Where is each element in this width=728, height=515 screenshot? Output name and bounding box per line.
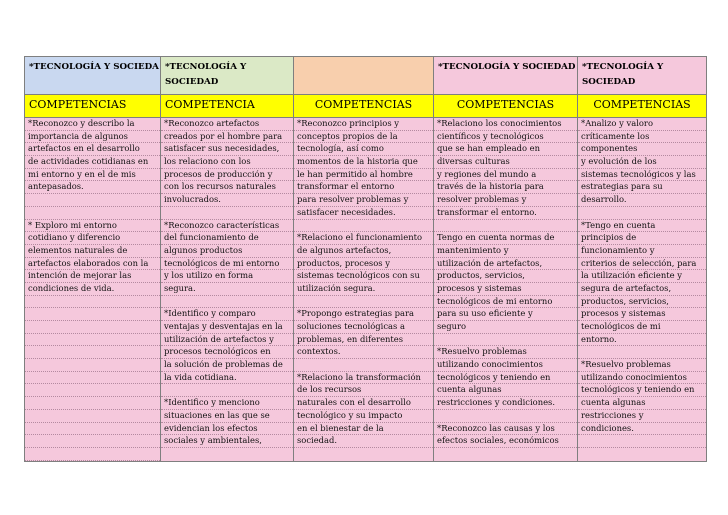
text-line: segura de artefactos, [578,283,706,296]
text-line: *Resuelvo problemas [578,359,706,372]
competencias-cell-2: COMPETENCIA [161,95,294,118]
text-line: *Resuelvo problemas [434,346,577,359]
text-line: tecnológicos de mi entorno [434,296,577,309]
text-line: tecnológicos de mi [578,321,706,334]
header-cell-5: *TECNOLOGÍA Y SOCIEDAD [578,57,707,95]
text-line: ventajas y desventajas en la [161,321,293,334]
text-line [25,410,160,423]
text-line: segura. [161,283,293,296]
content-cell-2 [161,118,294,462]
text-line: procesos y sistemas [578,308,706,321]
text-line: principios de [578,232,706,245]
text-line: mantenimiento y [434,245,577,258]
text-line [25,346,160,359]
text-line: productos, servicios, [578,296,706,309]
text-line: entorno. [578,334,706,347]
text-line: científicos y tecnológicos [434,131,577,144]
content-cell-5 [578,118,707,462]
text-line [25,384,160,397]
text-line [25,207,160,220]
content-cell-1 [25,118,161,462]
text-line: *Identifico y menciono [161,397,293,410]
text-line: momentos de la historia que [294,156,433,169]
text-line: utilización de artefactos y [161,334,293,347]
text-line: y evolución de los [578,156,706,169]
text-line: algunos productos [161,245,293,258]
text-line: de los recursos [294,384,433,397]
text-line: de algunos artefactos, [294,245,433,258]
text-line: tecnológicos y teniendo en [434,372,577,385]
text-line: *Reconozco y describo la [25,118,160,131]
text-line [578,207,706,220]
text-line: mi entorno y en el de mis [25,169,160,182]
text-line: problemas, en diferentes [294,334,433,347]
text-line: satisfacer sus necesidades, [161,143,293,156]
text-line: conceptos propios de la [294,131,433,144]
text-line [25,448,160,461]
text-line [25,372,160,385]
competencias-cell-4: COMPETENCIAS [434,95,578,118]
text-line: intención de mejorar las [25,270,160,283]
text-line: utilización de artefactos, [434,258,577,271]
text-line [294,220,433,233]
text-line: *Relaciono los conocimientos [434,118,577,131]
competencias-row [25,95,707,118]
text-line [25,296,160,309]
competencias-cell-3: COMPETENCIAS [294,95,434,118]
text-line: procesos tecnológicos en [161,346,293,359]
text-line: condiciones de vida. [25,283,160,296]
text-line: la utilización eficiente y [578,270,706,283]
text-line: estrategias para su [578,181,706,194]
text-line: *Relaciono el funcionamiento [294,232,433,245]
text-line [161,207,293,220]
text-line: para su uso eficiente y [434,308,577,321]
text-line [25,435,160,448]
text-line: tecnológico y su impacto [294,410,433,423]
text-line [578,346,706,359]
text-line: la vida cotidiana. [161,372,293,385]
text-line: transformar el entorno. [434,207,577,220]
content-cell-3 [294,118,434,462]
text-line [434,410,577,423]
competencies-table [24,56,707,462]
text-line: * Exploro mi entorno [25,220,160,233]
text-line: Tengo en cuenta normas de [434,232,577,245]
text-line: con los recursos naturales [161,181,293,194]
text-line [161,384,293,397]
text-line: los relaciono con los [161,156,293,169]
text-line: en el bienestar de la [294,423,433,436]
text-line: sociedad. [294,435,433,448]
text-line: que se han empleado en [434,143,577,156]
text-line [25,308,160,321]
text-line: funcionamiento y [578,245,706,258]
text-line: involucrados. [161,194,293,207]
text-line: utilizando conocimientos [434,359,577,372]
competencias-cell-5: COMPETENCIAS [578,95,707,118]
text-line: le han permitido al hombre [294,169,433,182]
text-line: criterios de selección, para [578,258,706,271]
text-line: para resolver problemas y [294,194,433,207]
header-row [25,57,707,95]
text-line: y los utilizo en forma [161,270,293,283]
text-line [434,220,577,233]
text-line: *Reconozco principios y [294,118,433,131]
text-line: cotidiano y diferencio [25,232,160,245]
text-line: procesos de producción y [161,169,293,182]
text-line: efectos sociales, económicos [434,435,577,448]
text-line: resolver problemas y [434,194,577,207]
text-line: de actividades cotidianas en [25,156,160,169]
content-cell-4 [434,118,578,462]
text-line: condiciones. [578,423,706,436]
text-line: sistemas tecnológicos y las [578,169,706,182]
text-line: *Identifico y comparo [161,308,293,321]
text-line: evidencian los efectos [161,423,293,436]
text-line: elementos naturales de [25,245,160,258]
text-line: utilizando conocimientos [578,372,706,385]
text-line [25,397,160,410]
text-line [25,321,160,334]
text-line: componentes [578,143,706,156]
text-line: *Tengo en cuenta [578,220,706,233]
text-line: restricciones y [578,410,706,423]
text-line: *Reconozco las causas y los [434,423,577,436]
competencias-cell-1: COMPETENCIAS [25,95,161,118]
text-line: *Analizo y valoro [578,118,706,131]
text-line: y regiones del mundo a [434,169,577,182]
text-line [25,359,160,372]
text-line: restricciones y condiciones. [434,397,577,410]
text-line: *Reconozco características [161,220,293,233]
text-line: procesos y sistemas [434,283,577,296]
text-line: del funcionamiento de [161,232,293,245]
text-line: diversas culturas [434,156,577,169]
text-line: cuenta algunas [578,397,706,410]
text-line: naturales con el desarrollo [294,397,433,410]
text-line: través de la historia para [434,181,577,194]
text-line: críticamente los [578,131,706,144]
text-line: *Reconozco artefactos [161,118,293,131]
text-line [25,334,160,347]
text-line: situaciones en las que se [161,410,293,423]
text-line [434,334,577,347]
header-cell-1: *TECNOLOGÍA Y SOCIEDA [25,57,161,95]
text-line: antepasados. [25,181,160,194]
text-line [578,435,706,448]
text-line: *Relaciono la transformación [294,372,433,385]
text-line: transformar el entorno [294,181,433,194]
text-line: tecnología, así como [294,143,433,156]
text-line: tecnológicos de mi entorno [161,258,293,271]
text-line [25,423,160,436]
text-line: utilización segura. [294,283,433,296]
text-line: tecnológicos y teniendo en [578,384,706,397]
header-cell-2: *TECNOLOGÍA Y SOCIEDAD [161,57,294,95]
text-line: importancia de algunos [25,131,160,144]
text-line: seguro [434,321,577,334]
text-line: productos, servicios, [434,270,577,283]
text-line: contextos. [294,346,433,359]
text-line: la solución de problemas de [161,359,293,372]
content-row [25,118,707,462]
text-line: desarrollo. [578,194,706,207]
text-line: sociales y ambientales, [161,435,293,448]
text-line: artefactos elaborados con la [25,258,160,271]
text-line [161,296,293,309]
text-line: artefactos en el desarrollo [25,143,160,156]
text-line: *Propongo estrategias para [294,308,433,321]
header-cell-4: *TECNOLOGÍA Y SOCIEDAD [434,57,578,95]
text-line [294,296,433,309]
text-line: sistemas tecnológicos con su [294,270,433,283]
text-line [294,359,433,372]
text-line: creados por el hombre para [161,131,293,144]
text-line: soluciones tecnológicas a [294,321,433,334]
text-line: cuenta algunas [434,384,577,397]
text-line [25,194,160,207]
text-line: productos, procesos y [294,258,433,271]
header-cell-3 [294,57,434,95]
text-line: satisfacer necesidades. [294,207,433,220]
